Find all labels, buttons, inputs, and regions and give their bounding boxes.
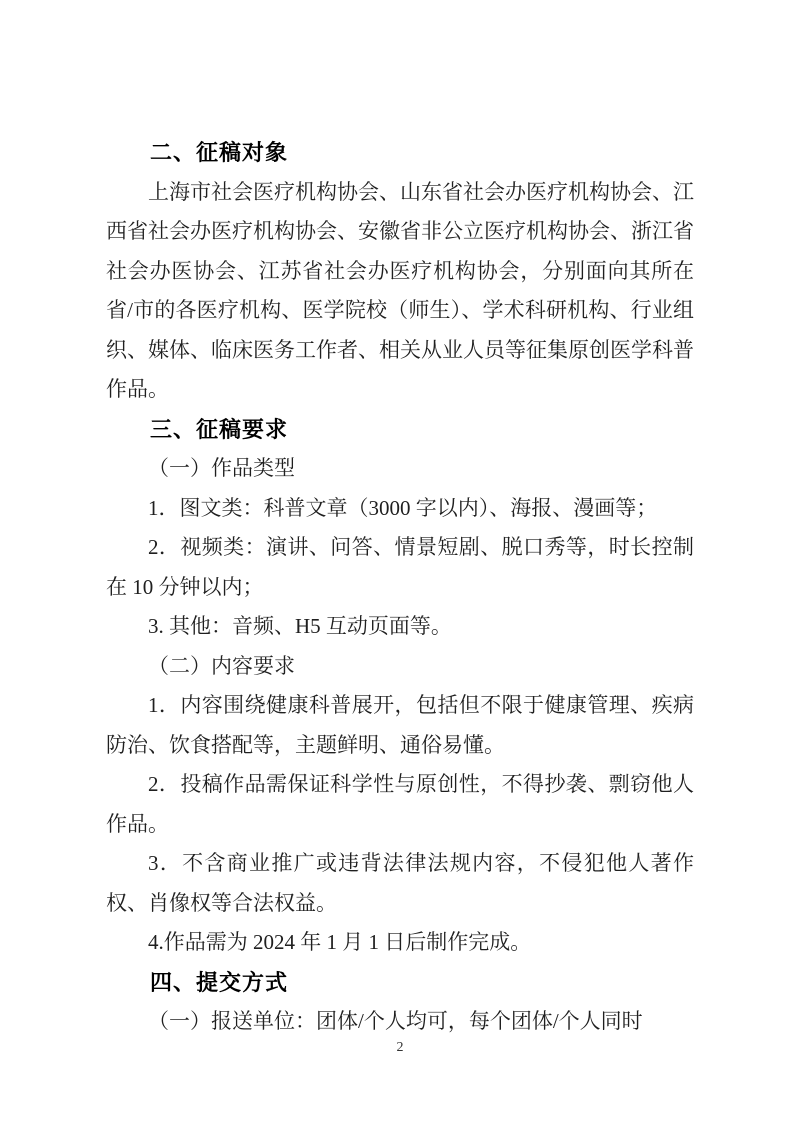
item-content-theme: 1．内容围绕健康科普展开，包括但不限于健康管理、疾病防治、饮食搭配等，主题鲜明、通俗易懂。 <box>106 693 694 757</box>
item-work-type-video: 2．视频类：演讲、问答、情景短剧、脱口秀等，时长控制在 10 分钟以内； <box>106 535 694 599</box>
item-content-date: 4.作品需为 2024 年 1 月 1 日后制作完成。 <box>148 930 532 954</box>
item-content-legality: 3．不含商业推广或违背法律法规内容，不侵犯他人著作权、肖像权等合法权益。 <box>106 851 694 915</box>
item-work-type-other: 3. 其他：音频、H5 互动页面等。 <box>148 614 452 638</box>
item-work-type-graphic: 1．图文类：科普文章（3000 字以内）、海报、漫画等； <box>148 495 658 520</box>
heading-call-targets: 二、征稿对象 <box>150 140 289 165</box>
heading-submission-requirements: 三、征稿要求 <box>150 416 289 442</box>
page-number: 2 <box>396 1040 404 1055</box>
subheading-work-types: （一）作品类型 <box>148 456 295 480</box>
heading-submission-method: 四、提交方式 <box>150 969 289 995</box>
para-call-targets: 上海市社会医疗机构协会、山东省社会办医疗机构协会、江西省社会办医疗机构协会、安徽省非公立医疗机构协会、浙江省社会办医协会、江苏省社会办医疗机构协会，分别面向其所在省/市的各医疗机构、医学院校（师生）、学术科研机构、行业组织、媒体、临床医务工作者、相关从业人员等征集原创医学科普作品。 <box>106 179 694 401</box>
document-body <box>106 133 694 1042</box>
subheading-content-requirements: （二）内容要求 <box>148 653 295 678</box>
item-content-originality: 2．投稿作品需保证科学性与原创性，不得抄袭、剽窃他人作品。 <box>106 772 694 836</box>
para-submission-unit: （一）报送单位：团体/个人均可，每个团体/个人同时 <box>148 1009 643 1033</box>
